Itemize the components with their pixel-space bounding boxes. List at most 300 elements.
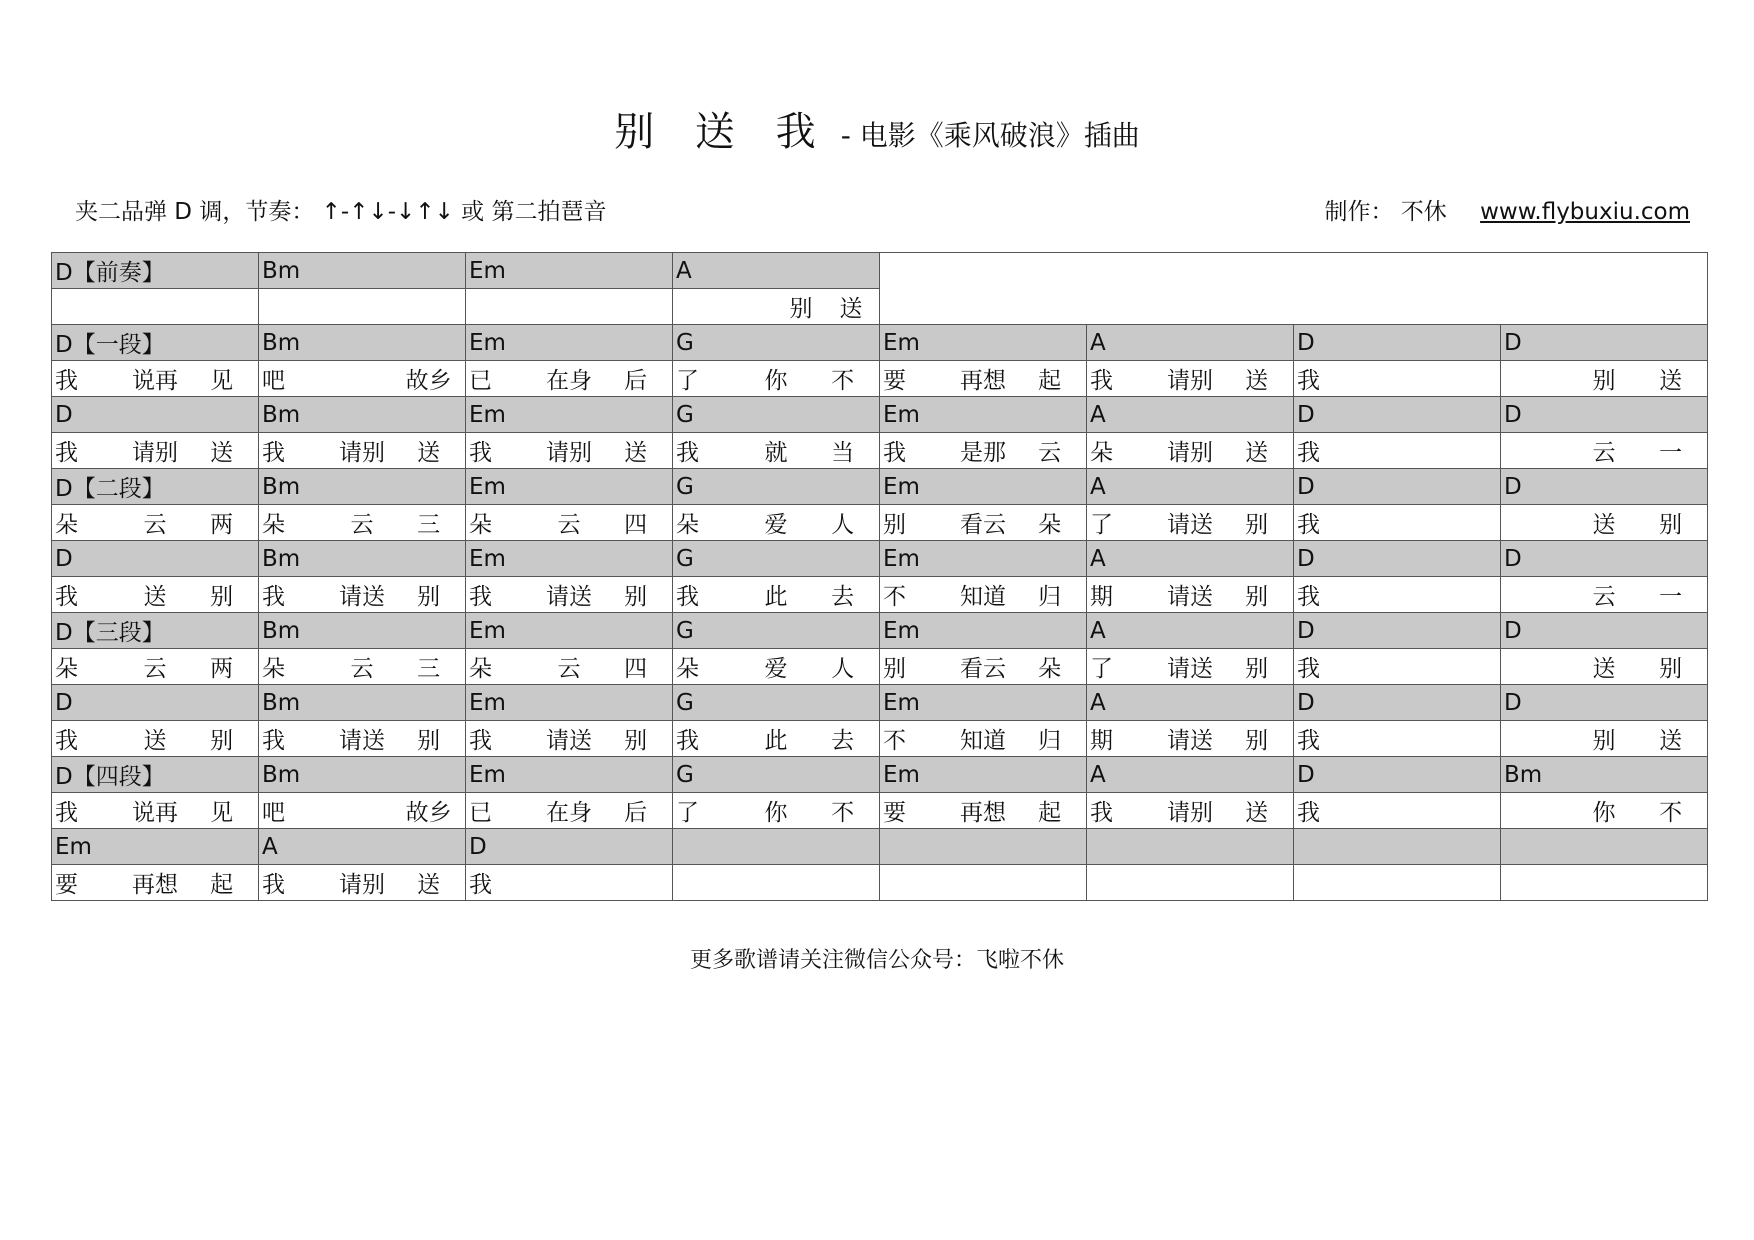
lyric-cell <box>52 361 259 397</box>
lyric-text <box>1430 506 1497 539</box>
lyric-text: 朵 <box>55 512 78 538</box>
lyric-text: 起 <box>210 872 234 898</box>
lyric-text: 后 <box>624 800 648 826</box>
lyric-text: 了 <box>676 800 699 826</box>
lyric-text: 别 <box>210 584 234 610</box>
lyric-cell <box>259 793 466 829</box>
chord-cell <box>1501 829 1708 865</box>
chord-cell: A <box>1087 469 1294 505</box>
lyric-text: 我 <box>55 728 78 754</box>
chord-row <box>52 757 1708 793</box>
lyric-text: 我 <box>1297 800 1320 826</box>
song-title-subtitle: - 电影《乘风破浪》插曲 <box>840 119 1140 152</box>
lyric-text: 我 <box>883 440 906 466</box>
lyric-cell <box>673 865 880 901</box>
lyric-text: 我 <box>262 728 285 754</box>
lyric-text: 去 <box>831 584 855 610</box>
chord-cell: Em <box>880 757 1087 793</box>
lyric-cell <box>1087 721 1294 757</box>
lyric-text: 我 <box>469 584 492 610</box>
lyric-text: 云 <box>1038 440 1062 466</box>
lyric-text: 要 <box>55 872 78 898</box>
lyric-text: 请送 <box>1167 728 1213 754</box>
lyric-cell <box>259 865 466 901</box>
lyric-text: 不 <box>831 368 855 394</box>
lyric-text: 送 <box>143 584 167 610</box>
lyric-cell <box>1294 505 1501 541</box>
lyric-cell <box>1087 865 1294 901</box>
footer-note: 更多歌谱请关注微信公众号：飞啦不休 <box>689 948 1064 973</box>
lyric-text: 知道 <box>960 728 1006 754</box>
chord-cell: A <box>259 829 466 865</box>
lyric-text: 送 <box>417 872 441 898</box>
lyric-text: 我 <box>55 584 78 610</box>
maker-label: 制作： 不休 <box>1324 199 1447 225</box>
lyric-text: 此 <box>764 584 788 610</box>
lyric-text: 你 <box>764 368 788 394</box>
lyric-text: 我 <box>1090 800 1113 826</box>
lyric-text: 爱 <box>764 656 788 682</box>
lyric-text: 了 <box>1090 512 1113 538</box>
lyric-cell <box>466 361 673 397</box>
lyric-text: 请别 <box>132 440 178 466</box>
lyric-text: 已 <box>469 368 492 394</box>
lyric-cell <box>1294 649 1501 685</box>
lyric-text: 送 <box>1245 440 1269 466</box>
lyric-cell <box>259 505 466 541</box>
chord-cell: Em <box>466 469 673 505</box>
lyric-cell <box>259 721 466 757</box>
chord-cell: D【三段】 <box>52 613 259 649</box>
lyric-cell <box>1501 505 1708 541</box>
lyric-text <box>329 362 396 395</box>
lyric-text: 一 <box>1659 440 1683 466</box>
lyric-text <box>1504 794 1571 827</box>
lyric-cell <box>1294 793 1501 829</box>
chord-row <box>52 397 1708 433</box>
lyric-cell <box>1087 505 1294 541</box>
lyric-text: 送 <box>624 440 648 466</box>
lyric-text: 我 <box>55 800 78 826</box>
lyric-text: 送 <box>1592 656 1616 682</box>
lyric-cell <box>466 505 673 541</box>
chord-cell: Bm <box>259 541 466 577</box>
chord-row <box>52 613 1708 649</box>
lyric-cell <box>52 505 259 541</box>
lyric-text: 朵 <box>1038 512 1062 538</box>
lyric-text <box>1364 434 1431 467</box>
lyric-text: 三 <box>417 656 441 682</box>
lyric-cell <box>259 361 466 397</box>
lyric-text: 不 <box>883 728 906 754</box>
lyric-text: 请别 <box>1167 368 1213 394</box>
chord-cell: Em <box>466 253 673 289</box>
lyric-text: 不 <box>831 800 855 826</box>
chord-cell: A <box>1087 541 1294 577</box>
website-link[interactable]: www.flybuxiu.com <box>1480 199 1690 225</box>
lyric-cell <box>1501 577 1708 613</box>
lyric-text: 送 <box>1245 800 1269 826</box>
chord-cell: D【四段】 <box>52 757 259 793</box>
lyric-text: 送 <box>1659 728 1683 754</box>
lyric-text: 别 <box>210 728 234 754</box>
chord-cell: A <box>1087 757 1294 793</box>
chord-cell: D <box>1294 469 1501 505</box>
lyric-text <box>1504 650 1571 683</box>
chord-cell: D <box>52 685 259 721</box>
lyric-cell <box>1294 433 1501 469</box>
lyric-cell <box>466 289 673 325</box>
lyric-cell <box>673 505 880 541</box>
chord-cell: D <box>1501 469 1708 505</box>
chord-cell: G <box>673 757 880 793</box>
chord-cell: D <box>1294 757 1501 793</box>
lyric-text: 不 <box>883 584 906 610</box>
lyric-text: 吧 <box>262 368 285 394</box>
lyric-text: 两 <box>210 512 234 538</box>
lyric-cell <box>880 649 1087 685</box>
lyric-text: 请别 <box>546 440 592 466</box>
chord-cell: Bm <box>1501 757 1708 793</box>
lyric-text: 朵 <box>1090 440 1113 466</box>
chord-cell: Bm <box>259 613 466 649</box>
lyric-cell <box>466 433 673 469</box>
key-rhythm-info: 夹二品弹 D 调，节奏： ↑-↑↓-↓↑↓ 或 第二拍琶音 <box>75 199 607 225</box>
lyric-text: 朵 <box>469 656 492 682</box>
lyric-text: 云 <box>557 656 581 682</box>
lyric-text: 我 <box>262 584 285 610</box>
lyric-text: 别 <box>789 296 813 322</box>
lyric-text: 别 <box>883 656 906 682</box>
lyric-cell <box>1294 721 1501 757</box>
lyric-text: 朵 <box>676 656 699 682</box>
lyric-cell <box>1501 433 1708 469</box>
lyric-cell <box>673 577 880 613</box>
chord-cell: G <box>673 469 880 505</box>
lyric-text: 说再 <box>132 800 178 826</box>
lyric-text: 云 <box>350 656 374 682</box>
lyric-text: 送 <box>1592 512 1616 538</box>
lyric-text: 我 <box>1297 584 1320 610</box>
lyric-cell <box>880 793 1087 829</box>
lyric-text: 要 <box>883 368 906 394</box>
chord-cell <box>880 829 1087 865</box>
lyric-text: 别 <box>624 728 648 754</box>
lyric-text: 我 <box>676 728 699 754</box>
lyric-text: 云 <box>143 656 167 682</box>
lyric-text: 朵 <box>55 656 78 682</box>
lyric-text: 看云 <box>960 512 1006 538</box>
lyric-text: 两 <box>210 656 234 682</box>
lyric-text: 看云 <box>960 656 1006 682</box>
lyric-text: 云 <box>143 512 167 538</box>
lyric-text: 请别 <box>1167 800 1213 826</box>
chord-row <box>52 325 1708 361</box>
lyric-text: 朵 <box>1038 656 1062 682</box>
lyric-row <box>52 577 1708 613</box>
lyric-text: 送 <box>839 296 863 322</box>
lyric-cell <box>673 433 880 469</box>
lyric-text: 请别 <box>339 440 385 466</box>
lyric-text: 别 <box>417 728 441 754</box>
lyric-cell <box>52 289 259 325</box>
chord-row <box>52 541 1708 577</box>
chord-cell <box>1087 829 1294 865</box>
lyric-cell <box>880 721 1087 757</box>
lyric-text: 朵 <box>262 656 285 682</box>
chord-cell: D <box>1294 541 1501 577</box>
lyric-text: 在身 <box>546 368 592 394</box>
lyric-cell <box>1501 865 1708 901</box>
chord-cell: D【前奏】 <box>52 253 259 289</box>
lyric-text: 请送 <box>339 728 385 754</box>
lyric-text: 送 <box>143 728 167 754</box>
chord-cell: G <box>673 325 880 361</box>
lyric-text <box>1430 362 1497 395</box>
lyric-text <box>1430 794 1497 827</box>
lyric-cell <box>880 577 1087 613</box>
lyric-cell <box>52 721 259 757</box>
lyric-text: 请送 <box>1167 584 1213 610</box>
lyric-text: 一 <box>1659 584 1683 610</box>
lyric-cell <box>880 505 1087 541</box>
lyric-text <box>726 290 776 323</box>
lyric-text: 在身 <box>546 800 592 826</box>
lyric-text: 再想 <box>132 872 178 898</box>
lyric-text: 朵 <box>262 512 285 538</box>
lyric-text: 我 <box>55 368 78 394</box>
chord-cell: Em <box>880 325 1087 361</box>
chord-cell: Em <box>466 325 673 361</box>
maker-info <box>1324 193 1690 226</box>
lyric-text: 我 <box>1297 440 1320 466</box>
lyric-text: 要 <box>883 800 906 826</box>
chord-cell: G <box>673 397 880 433</box>
chord-cell: A <box>1087 397 1294 433</box>
lyric-text: 归 <box>1038 728 1062 754</box>
chord-cell: A <box>673 253 880 289</box>
lyric-cell <box>1294 361 1501 397</box>
lyric-text <box>1364 506 1431 539</box>
lyric-text <box>1364 794 1431 827</box>
lyric-text: 别 <box>1245 656 1269 682</box>
lyric-text: 人 <box>831 656 855 682</box>
chord-cell: A <box>1087 613 1294 649</box>
lyric-cell <box>1294 865 1501 901</box>
lyric-cell <box>259 433 466 469</box>
lyric-cell <box>673 649 880 685</box>
chord-cell: Em <box>466 541 673 577</box>
lyric-text: 见 <box>210 368 234 394</box>
lyric-text: 别 <box>1659 656 1683 682</box>
lyric-cell <box>466 793 673 829</box>
lyric-text: 请别 <box>1167 440 1213 466</box>
lyric-text: 云 <box>350 512 374 538</box>
lyric-cell <box>1501 793 1708 829</box>
lyric-text <box>1364 650 1431 683</box>
lyric-text: 已 <box>469 800 492 826</box>
lyric-cell <box>466 865 673 901</box>
lyric-text: 送 <box>417 440 441 466</box>
song-title-main: 别 送 我 <box>614 109 830 155</box>
lyric-text <box>536 866 603 899</box>
lyric-text <box>1430 722 1497 755</box>
lyric-text: 期 <box>1090 584 1113 610</box>
lyric-cell <box>52 793 259 829</box>
lyric-cell <box>1087 793 1294 829</box>
intro-chord-row <box>52 253 1708 289</box>
lyric-text: 归 <box>1038 584 1062 610</box>
lyric-cell <box>673 289 880 325</box>
lyric-text: 别 <box>1659 512 1683 538</box>
chord-cell <box>1294 829 1501 865</box>
chord-cell: D <box>1294 613 1501 649</box>
lyric-text: 期 <box>1090 728 1113 754</box>
lyric-cell <box>259 577 466 613</box>
chord-cell: D <box>1501 325 1708 361</box>
chord-cell: Em <box>52 829 259 865</box>
lyric-text: 你 <box>764 800 788 826</box>
lyric-cell <box>52 649 259 685</box>
lyric-text: 我 <box>262 872 285 898</box>
lyric-text: 别 <box>1245 512 1269 538</box>
lyric-text <box>1504 578 1571 611</box>
lyric-text <box>1504 362 1571 395</box>
chord-cell: D <box>466 829 673 865</box>
lyric-cell <box>1087 649 1294 685</box>
lyric-text: 我 <box>262 440 285 466</box>
lyric-cell <box>673 361 880 397</box>
lyric-text: 请别 <box>339 872 385 898</box>
lyric-text: 我 <box>1297 512 1320 538</box>
lyric-text: 起 <box>1038 368 1062 394</box>
lyric-text: 就 <box>764 440 788 466</box>
lyric-text: 你 <box>1592 800 1616 826</box>
lyric-text: 别 <box>1245 584 1269 610</box>
lyric-text: 请送 <box>339 584 385 610</box>
chord-cell: Bm <box>259 757 466 793</box>
lyric-text: 送 <box>1659 368 1683 394</box>
lyric-row <box>52 865 1708 901</box>
chord-cell: A <box>1087 685 1294 721</box>
lyric-text: 是那 <box>960 440 1006 466</box>
lyric-cell <box>1087 433 1294 469</box>
lyric-cell <box>466 577 673 613</box>
lyric-row <box>52 793 1708 829</box>
lyric-cell <box>259 289 466 325</box>
lyric-text <box>329 794 396 827</box>
chord-cell: D【一段】 <box>52 325 259 361</box>
chord-cell: Em <box>880 397 1087 433</box>
lyric-row <box>52 505 1708 541</box>
lyric-cell <box>880 865 1087 901</box>
lyric-text: 送 <box>210 440 234 466</box>
lyric-text <box>1430 578 1497 611</box>
chord-cell: D <box>52 541 259 577</box>
lyric-text: 别 <box>417 584 441 610</box>
lyric-text: 请送 <box>1167 512 1213 538</box>
lyric-text: 我 <box>676 440 699 466</box>
lyric-text: 当 <box>831 440 855 466</box>
lyric-text: 知道 <box>960 584 1006 610</box>
lyric-row <box>52 649 1708 685</box>
lyric-text <box>1504 506 1571 539</box>
chord-cell: D <box>1501 613 1708 649</box>
chord-row <box>52 685 1708 721</box>
lyric-cell <box>52 433 259 469</box>
lyric-row <box>52 361 1708 397</box>
lyric-text: 见 <box>210 800 234 826</box>
chord-cell: Bm <box>259 325 466 361</box>
lyric-text: 了 <box>676 368 699 394</box>
lyric-text: 再想 <box>960 800 1006 826</box>
lyric-cell <box>466 649 673 685</box>
lyric-text: 请送 <box>546 728 592 754</box>
lyric-text: 再想 <box>960 368 1006 394</box>
chord-cell: D <box>1501 397 1708 433</box>
lyric-text <box>1364 578 1431 611</box>
lyric-text: 我 <box>469 872 492 898</box>
lyric-text: 人 <box>831 512 855 538</box>
lyric-text: 我 <box>55 440 78 466</box>
lyric-text: 别 <box>1592 728 1616 754</box>
lyric-text: 三 <box>417 512 441 538</box>
chord-cell: Em <box>880 685 1087 721</box>
lyric-text <box>1430 650 1497 683</box>
lyric-text <box>1504 434 1571 467</box>
chord-cell: D <box>52 397 259 433</box>
lyric-row <box>52 721 1708 757</box>
chord-cell: G <box>673 685 880 721</box>
chord-cell: Bm <box>259 469 466 505</box>
chord-cell: Bm <box>259 253 466 289</box>
lyric-text: 云 <box>1592 440 1616 466</box>
chord-cell: Bm <box>259 397 466 433</box>
lyric-cell <box>1501 649 1708 685</box>
chord-cell: D <box>1294 397 1501 433</box>
lyric-cell <box>673 793 880 829</box>
lyric-text: 四 <box>624 656 648 682</box>
lyric-text: 别 <box>1245 728 1269 754</box>
lyric-text: 请送 <box>1167 656 1213 682</box>
chord-cell: Em <box>880 469 1087 505</box>
lyric-cell <box>1501 361 1708 397</box>
chord-cell <box>673 829 880 865</box>
lyric-text: 送 <box>1245 368 1269 394</box>
lyric-text <box>1430 434 1497 467</box>
lyric-text: 我 <box>469 728 492 754</box>
lyric-text: 说再 <box>132 368 178 394</box>
chord-cell: D <box>1294 325 1501 361</box>
chord-row <box>52 469 1708 505</box>
lyric-text: 别 <box>624 584 648 610</box>
chord-cell: D <box>1294 685 1501 721</box>
chord-cell: Em <box>880 541 1087 577</box>
chord-cell: D <box>1501 685 1708 721</box>
chord-cell: Em <box>466 685 673 721</box>
lyric-text <box>1364 722 1431 755</box>
lyric-cell <box>259 649 466 685</box>
lyric-row <box>52 433 1708 469</box>
chord-cell: G <box>673 613 880 649</box>
chord-cell: D【二段】 <box>52 469 259 505</box>
lyric-text: 我 <box>676 584 699 610</box>
chord-cell: D <box>1501 541 1708 577</box>
lyric-cell <box>1087 361 1294 397</box>
chord-cell: Em <box>466 397 673 433</box>
lyric-text: 起 <box>1038 800 1062 826</box>
lyric-text: 朵 <box>469 512 492 538</box>
